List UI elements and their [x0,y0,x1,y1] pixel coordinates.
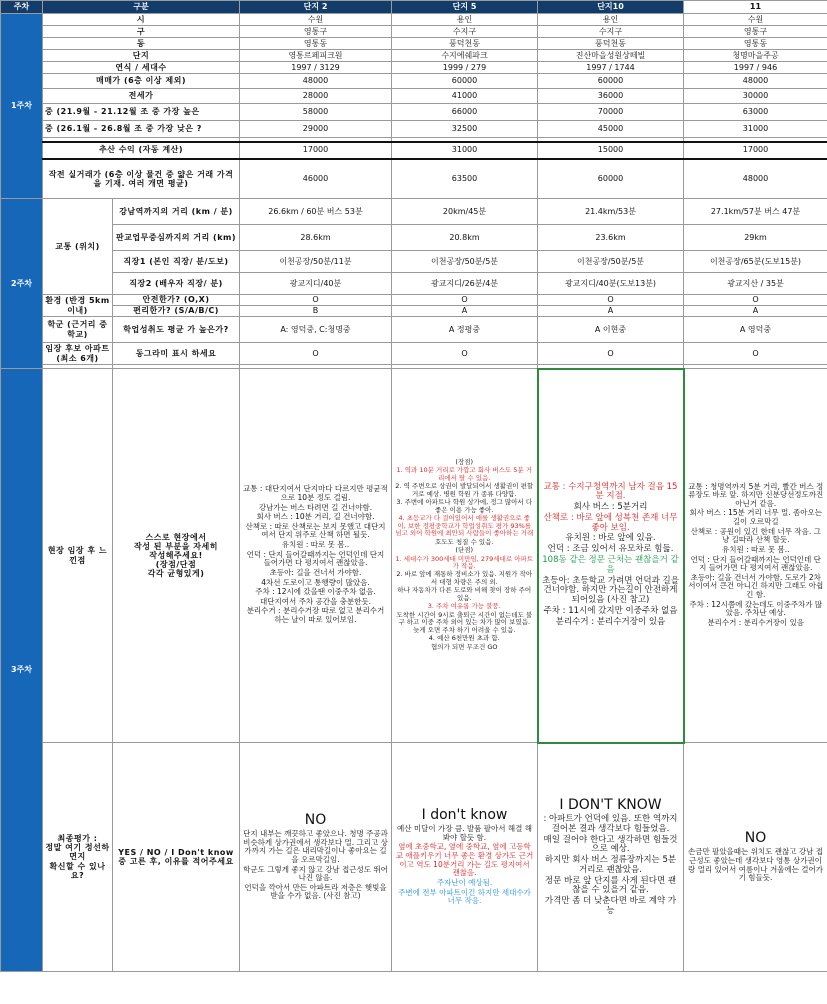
cell[interactable]: 48000 [684,74,827,89]
cell[interactable]: 70000 [538,104,684,121]
table-row [1,743,827,972]
row-label: 직장1 (본인 직장/ 분/도보) [113,251,240,273]
cell[interactable]: O [240,295,392,306]
cell[interactable]: 45000 [538,121,684,138]
cell[interactable]: O [684,295,827,306]
cell[interactable]: O [240,343,392,365]
cell[interactable]: 영통동 [684,38,827,50]
cell[interactable]: 수지구 [538,26,684,38]
row-label: 중 (21.9월 - 21.12월 조 중 가장 높은 [43,104,240,121]
final-complex-5[interactable]: I don't know 예산 미달이 가장 큼. 발품 팔아서 해결 해봐야 할듯 함. 옆에 초중학교, 옆에 중학교, 옆에 고등학교 애플키우기 너무 좋은 환경 상가도 근거이고 역도 10분거리 가는 길도 평지여서 괜찮음. 주자난이 예상됨. 주변에 전부 아파트이긴 하지만 세대수가 너무 작음. [392,743,538,972]
group-label: 교통 (위치) [43,199,113,295]
row-label: 작전 실거래가 (6층 이상 물건 중 얇은 거래 가격을 기재. 여러 개면 평균) [43,159,240,199]
cell[interactable]: 용인 [392,14,538,26]
cell[interactable]: 수원 [684,14,827,26]
table-row [1,159,827,199]
col-week-header: 주차 [1,1,43,14]
row-label: 동그라미 표시 하세요 [113,343,240,365]
row-label: 편리한가? (S/A/B/C) [113,306,240,317]
cell[interactable]: 29km [684,225,827,251]
cell[interactable]: 수지에쉐파크 [392,50,538,62]
cell[interactable]: 32500 [392,121,538,138]
cell[interactable]: 20.8km [392,225,538,251]
row-label: 구 [43,26,240,38]
cell[interactable]: 21.4km/53분 [538,199,684,225]
cell[interactable]: 1999 / 279 [392,62,538,74]
cell[interactable]: O [684,343,827,365]
final-label: 최종평가 : 정말 여기 정선하면지 확신할 수 있나요? [43,743,113,972]
cell[interactable]: 이천공장/50분/11분 [240,251,392,273]
cell[interactable]: 이천공장/50분/5분 [538,251,684,273]
row-label: 연식 / 세대수 [43,62,240,74]
col-complex-10-header[interactable]: 단지10 [538,1,684,14]
row-label: 전세가 [43,89,240,104]
row-label: 강남역까지의 거리 (km / 분) [113,199,240,225]
cell[interactable]: 풍덕천동 [538,38,684,50]
cell[interactable]: 28.6km [240,225,392,251]
cell[interactable]: 영통구 [240,26,392,38]
row-sublabel: 스스로 현장에서 작성 된 부분을 자세히 작성해주세요! (장점/단점 각각 균형있게) [113,369,240,743]
cell[interactable]: A [684,306,827,317]
row-label: 현장 임장 후 느낀점 [43,369,113,743]
cell[interactable]: 31000 [392,142,538,159]
cell[interactable]: 15000 [538,142,684,159]
cell[interactable]: 29000 [240,121,392,138]
table-row [1,251,827,273]
cell[interactable]: A [392,306,538,317]
cell[interactable]: 풍덕천동 [392,38,538,50]
cell[interactable]: 48000 [240,74,392,89]
table-row [1,225,827,251]
cell[interactable]: 영통르페피크원 [240,50,392,62]
cell[interactable]: 31000 [684,121,827,138]
cell[interactable]: 60000 [538,74,684,89]
cell[interactable]: 27.1km/57분 버스 47분 [684,199,827,225]
cell[interactable]: 광교지디/26분/4분 [392,273,538,295]
row-label: 판교업무중심까지의 거리 (km) [113,225,240,251]
cell[interactable]: 66000 [392,104,538,121]
cell[interactable]: 용인 [538,14,684,26]
table-row [1,295,827,306]
cell[interactable]: O [538,343,684,365]
group-label: 환경 (반경 5km이내) [43,295,113,317]
cell[interactable]: 63500 [392,159,538,199]
cell[interactable]: 46000 [240,159,392,199]
cell[interactable]: 영통동 [240,38,392,50]
cell[interactable]: A 이현중 [538,317,684,343]
row-label: 안전한가? (O,X) [113,295,240,306]
row-label: 학업성취도 평균 가 높은가? [113,317,240,343]
table-row [1,26,827,38]
table-row [1,306,827,317]
table-row [1,62,827,74]
cell[interactable]: 58000 [240,104,392,121]
profit-row [1,142,827,159]
cell[interactable]: 광교지산 / 35분 [684,273,827,295]
table-row [1,38,827,50]
cell[interactable]: 41000 [392,89,538,104]
table-row [1,74,827,89]
table-row [1,50,827,62]
table-row [1,104,827,121]
table-row [1,317,827,343]
cell[interactable]: 광교지디/40분 [240,273,392,295]
table-row [1,121,827,138]
cell[interactable]: 영통구 [684,26,827,38]
final-complex-10[interactable]: I DON'T KNOW : 아파트가 언덕에 있음. 또한 역까지 걸어본 결과 생각보다 힘들었음. 매일 걸어야 한다고 생각하면 힘들것으로 예상. 하지만 회사 버스 정류장까지는 5분거리로 괜찮았음. 정문 바로 앞 단지를 사게 된다면 괜찮을 수 있을거 같음. 가격만 좀 더 낮춘다면 바로 계약 가능 [538,743,684,972]
note-complex-10[interactable]: 교통 : 수지구청역까지 남자 걸음 15분 지점. 회사 버스 : 5분거리 산책로 : 바로 앞에 성복천 존재 너무 좋아 보임. 유치원 : 바로 앞에 있음. 언덕 : 조금 있어서 유모차로 힘듦. 108동 같은 정문 근처는 괜찮을거 같음 초등아: 초등학교 가려면 언덕과 길을 건너야함. 하지만 가는길이 안전하게 되어있음 (사진 참고) 주차 : 11시에 갔지만 이중주차 없음 분리수거 : 분리수거장이 있음 [538,369,684,743]
cell[interactable]: 수지구 [392,26,538,38]
cell[interactable]: 23.6km [538,225,684,251]
cell[interactable]: A [538,306,684,317]
cell[interactable]: 36000 [538,89,684,104]
note-complex-5[interactable]: (장점) 1. 역과 10분 거리로 가깝고 회사 버스도 5분 거리에서 탈 수 있음. 2. 역 주변으로 상권이 발달되어서 생활권이 편할거로 예상. 병원 학원 가 종류 다양함. 3. 주변에 아파트나 학원 상가에, 정그 많아서 다 좋은 이용 가능 좋아. 4. 초등교가 다 걸어있어서 애를 생활권으로 좋이, 보한 정평중학교가 학업성취도 평가 93%를 넘고 외어 학원에 최안되 사람들이 좋아하는 거래 호도도 청질 수 있음. (단점) 1. 세대수가 300세대 미만임, 279세대로 아파트가 작음. 2. 바로 앞에 재통하 정비소가 있음. 지원가 작아서 대형 차량은 주의 외. 하나 자동차가 다른 도로와 비해 찾이 장하 주어있음. 3. 주차 여유롭 가능 불풍. 도착한 시간이 9시로 출퇴근 시간이 없는데도 불구 하고 이중 주차 외어 있는 차가 많이 보였음. 늦게 오면 주차 하기 어려울 수 있음. 4. 예산 6천만원 초과 함. 협의가 되면 무조건 GO [392,369,538,743]
cell[interactable]: 청명마을주공 [684,50,827,62]
table-row [1,369,827,743]
cell[interactable]: 26.6km / 60분 버스 53분 [240,199,392,225]
week-3-label: 3주차 [1,369,43,972]
cell[interactable]: A 영덕중 [684,317,827,343]
final-complex-2[interactable]: NO 단지 내부는 깨끗하고 좋았으나. 청명 주공과 비슷하게 상가권에서 생각보다 멀. 그리고 상가까지 가는 길은 내리막길이나 좋아요는 길을 오르막길임. 학군도 그렇게 좋지 않고 강남 접근성도 뛰어나진 않음. 언덕을 깍아서 만든 아파트라 저층은 햇빛을 받을 수가 없음. (사진 참고) [240,743,392,972]
header-row [1,1,827,14]
table-row [1,273,827,295]
week-2-label: 2주차 [1,199,43,369]
cell[interactable]: B [240,306,392,317]
cell[interactable]: 1997 / 3129 [240,62,392,74]
cell[interactable]: 17000 [684,142,827,159]
row-label: 시 [43,14,240,26]
cell[interactable]: O [538,295,684,306]
group-label: 학군 (근거리 중학교) [43,317,113,343]
col-complex-5-header[interactable]: 단지 5 [392,1,538,14]
final-complex-11[interactable]: NO 손금만 팔았을때는 위치도 괜찮고 강남 접근성도 좋았는데 생각보다 영통 상가권이랑 멀리 있어서 여름이나 겨울에는 걸어가기 힘들듯. [684,743,827,972]
cell[interactable]: 60000 [538,159,684,199]
col-complex-2-header[interactable]: 단지 2 [240,1,392,14]
row-label: 동 [43,38,240,50]
row-label: 추산 수익 (자동 계산) [43,142,240,159]
table-row [1,89,827,104]
cell[interactable]: A: 영덕중, C:청명중 [240,317,392,343]
cell[interactable]: 48000 [684,159,827,199]
row-label: 매매가 (6층 이상 제외) [43,74,240,89]
cell[interactable]: 20km/45분 [392,199,538,225]
cell[interactable]: 1997 / 946 [684,62,827,74]
row-label: 직장2 (배우자 직장/ 분) [113,273,240,295]
table-row [1,343,827,365]
cell[interactable]: 이천공장/65분(도보15분) [684,251,827,273]
row-label: 중 (26.1월 - 26.8월 조 중 가장 낮은 ? [43,121,240,138]
table-row [1,199,827,225]
note-complex-11[interactable]: 교통 : 청명역까지 5분 거리, 빨간 버스 정류장도 바로 앞. 하지만 신분당선정도까진 아닌거 같음. 회사 버스 : 15분 거리 너무 멀. 좀아오는 길이 오르막길 산책로 : 공원이 있긴 한데 너무 작음. 그냥 길따라 산책 할듯. 유치원 : 따로 못 봄.. 언덕 : 단지 들어갈때까지는 언덕인데 단지 들어가면 다 평지여서 괜찮았음. 초등아: 길을 건너서 가야함. 도로가 2차서이여서 큰건 아니긴 하지만 그래도 아쉽긴 함. 주차 : 12시쯤에 갔는데도 이중주차가 많았음. 주차난 예상. 분리수거 : 분리수거장이 있음 [684,369,827,743]
cell[interactable]: 광교지디/40분(도보13분) [538,273,684,295]
cell[interactable]: A 정평중 [392,317,538,343]
col-category-header: 구분 [43,1,240,14]
cell[interactable]: O [392,343,538,365]
cell[interactable]: 17000 [240,142,392,159]
cell[interactable]: 진산마을성원상떼빌 [538,50,684,62]
final-sublabel: YES / NO / I Don't know 중 고른 후, 이유를 적어주세요 [113,743,240,972]
cell[interactable]: 수원 [240,14,392,26]
table-row [1,14,827,26]
note-complex-2[interactable]: 교통 : 대단지여서 단지마다 다르지만 평균적으로 10분 정도 걸림. 강남가는 버스 타려면 길 건너야함. 회사 버스 : 10분 거리, 길 건너야함. 산책로 : 따로 산책로는 보지 못했고 대단지여서 단지 위주로 산책 하면 될듯. 유치원 : 따로 못 봄.. 언덕 : 단지 들어갈때까지는 언덕인데 단지 들어가면 다 평지여서 괜찮았음. 초등아: 길을 건너서 가야함. 4차선 도로이고 통행량이 많았음. 주차 : 12시에 갔을땐 이중주차 없음. 대단지여서 주차 공간을 충분한듯. 분리수거 : 분리수거장 따로 없고 분리수거 하는 날이 따로 있어보임. [240,369,392,743]
cell[interactable]: O [392,295,538,306]
group-label: 임장 후보 아파트 (최소 6개) [43,343,113,365]
col-complex-11-header[interactable]: 11 [684,1,827,14]
cell[interactable]: 30000 [684,89,827,104]
cell[interactable]: 63000 [684,104,827,121]
week-1-label: 1주차 [1,14,43,199]
cell[interactable]: 이천공장/50분/5분 [392,251,538,273]
cell[interactable]: 28000 [240,89,392,104]
cell[interactable]: 60000 [392,74,538,89]
cell[interactable]: 1997 / 1744 [538,62,684,74]
row-label: 단지 [43,50,240,62]
